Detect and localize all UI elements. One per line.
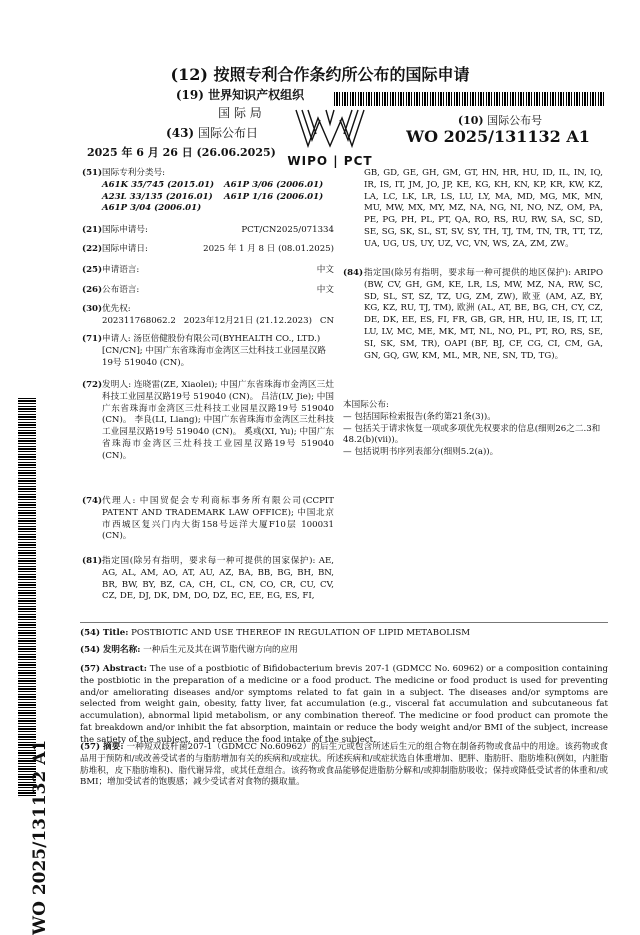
- entry-26-num: (26): [82, 285, 103, 295]
- entry-25: [82, 265, 334, 277]
- priority-number: 202311768062.2: [102, 315, 176, 326]
- org-line2: 国 际 局: [218, 106, 262, 120]
- published-label: 本国际公布:: [343, 400, 389, 410]
- pubno-block: [400, 112, 600, 128]
- pubno-label: 国际公布号: [487, 114, 543, 127]
- designated-states-cont-text: GB, GD, GE, GH, GM, GT, HN, HR, HU, ID, IL, IN, IQ, IR, IS, IT, JM, JO, JP, KE, KG, KH, KN, KP, KR, KW, KZ, LA, LC, LK, LR, LS, LU, LY, MA, MD, MG, MK, MN, MU, MW, MX, MY, MZ, NA, NG, NI, NO, NZ, OM, PA, PE, PG, PH, PL, PT, QA, RO, RS, RU, RW, SA, SC, SD, SE, SG, SK, SL, ST, SV, SY, TH, TJ, TM, TN, TR, TT, TZ, UA, UG, US, UY, UZ, VC, VN, WS, ZA, ZM, ZW。: [364, 168, 603, 249]
- ipc-code: A61P 3/04 (2006.01): [102, 203, 202, 214]
- side-pub-number: WO 2025/131132 A1: [30, 739, 50, 935]
- abstract-en: [80, 664, 608, 747]
- entry-30: [82, 304, 334, 328]
- abstract-zh-text: 一种短双歧杆菌207-1（GDMCC No.60962）的后生元或包含所述后生元的组合物在制备药物或食品中的用途。该药物或食品用于预防和/或改善受试者的与脂肪增加有关的疾病和/或症状。所述疾病和/或症状选自体重增加、肥胖、脂肪肝、脂肪堆积(例如，内脏脂肪堆积，皮下脂肪堆积)、脂代谢异常，或其任意组合。该药物或食品能够促进脂肪分解和/或抑制脂肪吸收；保持或降低受试者的体重和/或BMI；增加受试者的饱腹感；减少受试者对食物的摄取量。: [80, 742, 608, 788]
- barcode-top: [334, 92, 604, 106]
- abstract-zh: [80, 742, 608, 789]
- ipc-table: [102, 180, 334, 215]
- title-zh-num: (54): [80, 645, 101, 655]
- document-title: (12) 按照专利合作条约所公布的国际申请: [170, 65, 470, 84]
- entry-72-num: (72): [82, 380, 103, 390]
- entry-72: [82, 380, 334, 463]
- entry-81: [82, 556, 334, 603]
- entry-26: [82, 285, 334, 297]
- entry-51: [82, 168, 334, 215]
- org-line1: 世界知识产权组织: [208, 88, 305, 102]
- entry-51-label: 国际专利分类号:: [102, 168, 166, 178]
- title-zh: [80, 645, 608, 657]
- title-zh-text: 一种后生元及其在调节脂代谢方向的应用: [143, 645, 298, 655]
- entry-51-num: (51): [82, 168, 103, 178]
- pubno-value: WO 2025/131132 A1: [406, 127, 590, 146]
- entry-71: [82, 334, 334, 369]
- entry-30-label: 优先权:: [102, 304, 131, 314]
- published-block: [343, 400, 603, 459]
- org-code: (19): [175, 88, 204, 102]
- entry-22-num: (22): [82, 244, 103, 254]
- entry-22-label: 国际申请日:: [102, 244, 148, 254]
- entry-21-label: 国际申请号:: [102, 225, 148, 235]
- title-en-text: POSTBIOTIC AND USE THEREOF IN REGULATION OF LIPID METABOLISM: [131, 628, 471, 638]
- published-item: — 包括关于请求恢复一项或多项优先权要求的信息(细则26之二.3和48.2(b)(vii))。: [343, 423, 601, 446]
- entry-22-value: 2025 年 1 月 8 日 (08.01.2025): [203, 244, 334, 254]
- entry-84: [343, 268, 603, 362]
- pubdate-code: (43): [166, 126, 195, 140]
- entry-21-value: PCT/CN2025/071334: [241, 225, 334, 235]
- ipc-code: A61P 1/16 (2006.01): [224, 191, 324, 202]
- entry-21: [82, 225, 334, 237]
- pubdate-value: 2025 年 6 月 26 日 (26.06.2025): [87, 146, 276, 159]
- published-item: — 包括国际检索报告(条约第21条(3))。: [343, 411, 496, 422]
- entry-22: [82, 244, 334, 256]
- abstract-en-num: (57): [80, 664, 101, 674]
- title-en-num: (54): [80, 628, 101, 638]
- entry-21-num: (21): [82, 225, 103, 235]
- entry-26-label: 公布语言:: [102, 285, 140, 295]
- entry-30-num: (30): [82, 304, 103, 314]
- applicant-text: 申请人: 汤臣倍健股份有限公司(BYHEALTH CO., LTD.) [CN/CN]; 中国广东省珠海市金湾区三灶科技工业园星汉路19号 519040 (CN)。: [102, 334, 326, 368]
- published-item: — 包括说明书序列表部分(细则5.2(a))。: [343, 447, 499, 458]
- ipc-code: A61K 35/745 (2015.01): [102, 179, 215, 190]
- wipo-logo: [282, 106, 378, 166]
- wipo-label: WIPO | PCT: [287, 154, 373, 168]
- entry-81-num: (81): [82, 556, 103, 566]
- entry-25-label: 申请语言:: [102, 265, 140, 275]
- pubno-code: (10): [457, 114, 484, 127]
- inventor-text: 发明人: 连晓雷(ZE, Xiaolei); 中国广东省珠海市金湾区三灶科技工业园星汉路19号 519040 (CN)。 吕洁(LV, Jie); 中国广东省珠海市金湾区三灶科技工业园星汉路19号 519040 (CN)。 李良(LI, Liang); 中国广东省珠海市金湾区三灶科技工业园星汉路19号 519040 (CN)。 奚彧(XI, Yu); 中国广东省珠海市金湾区三灶科技工业园星汉路19号 519040 (CN)。: [102, 380, 334, 461]
- title-zh-label: 发明名称:: [102, 645, 141, 655]
- entry-84-num: (84): [343, 268, 364, 278]
- wipo-emblem-icon: [282, 106, 378, 150]
- abstract-zh-num: (57): [80, 742, 101, 752]
- entry-74-num: (74): [82, 496, 103, 506]
- designated-states-text: 指定国(除另有指明，要求每一种可提供的国家保护): AE, AG, AL, AM, AO, AT, AU, AZ, BA, BB, BG, BH, BN, BR, BW, BY, BZ, CA, CH, CL, CN, CO, CR, CU, CV, CZ, DE, DJ, DK, DM, DO, DZ, EC, EE, EG, ES, FI,: [102, 556, 334, 602]
- entry-81-continued: [343, 168, 603, 251]
- title-en: [80, 628, 608, 640]
- entry-74: [82, 496, 334, 543]
- ipc-code: A23L 33/135 (2016.01): [102, 191, 213, 202]
- title-en-label: Title:: [102, 628, 129, 638]
- agent-text: 代理人: 中国贸促会专利商标事务所有限公司(CCPIT PATENT AND TRADEMARK LAW OFFICE); 中国北京市西城区复兴门内大街158号远洋大厦F10层 100031 (CN)。: [102, 496, 334, 542]
- abstract-zh-label: 摘要:: [102, 742, 124, 752]
- entry-25-num: (25): [82, 265, 103, 275]
- abstract-en-label: Abstract:: [102, 664, 147, 674]
- entry-71-num: (71): [82, 334, 103, 344]
- abstract-en-text: The use of a postbiotic of Bifidobacterium brevis 207-1 (GDMCC No. 60962) or a composition containing the postbiotic in the preparation of a medicine or a food product. The medicine or food product is used for preventing and/or ameliorating diseases and/or symptoms related to fat gain in a subject. The diseases and/or symptoms are selected from weight gain, obesity, fatty liver, fat accumulation (e.g., visceral fat accumulation and subcutaneous fat accumulation), abnormal lipid metabolism, or any combination thereof. The medicine or food product can promote the fat breakdown and/or inhibit the fat absorption, maintain or reduce the body weight and/or BMI of the subject, increase the satiety of the subject, and reduce the food intake of the subject.: [80, 664, 608, 745]
- entry-26-value: 中文: [316, 285, 334, 295]
- regional-states-text: 指定国(除另有指明，要求每一种可提供的地区保护): ARIPO (BW, CV, GH, GM, KE, LR, LS, MW, MZ, NA, RW, SC, SD, SL, ST, SZ, TZ, UG, ZM, ZW), 欧亚 (AM, AZ, BY, KG, KZ, RU, TJ, TM), 欧洲 (AL, AT, BE, BG, CH, CY, CZ, DE, DK, EE, ES, FI, FR, GB, GR, HR, HU, IE, IS, IT, LT, LU, LV, MC, ME, MK, MT, NL, NO, PL, PT, RO, RS, SE, SI, SK, SM, TR), OAPI (BF, BJ, CF, CG, CI, CM, GA, GN, GQ, GW, KM, ML, MR, NE, SN, TD, TG)。: [364, 268, 603, 361]
- ipc-code: A61P 3/06 (2006.01): [224, 179, 324, 190]
- entry-25-value: 中文: [316, 265, 334, 275]
- priority-country: CN: [319, 315, 334, 326]
- divider: [80, 622, 608, 623]
- priority-date: 2023年12月21日 (21.12.2023): [183, 315, 312, 326]
- pubdate-label: 国际公布日: [197, 126, 258, 140]
